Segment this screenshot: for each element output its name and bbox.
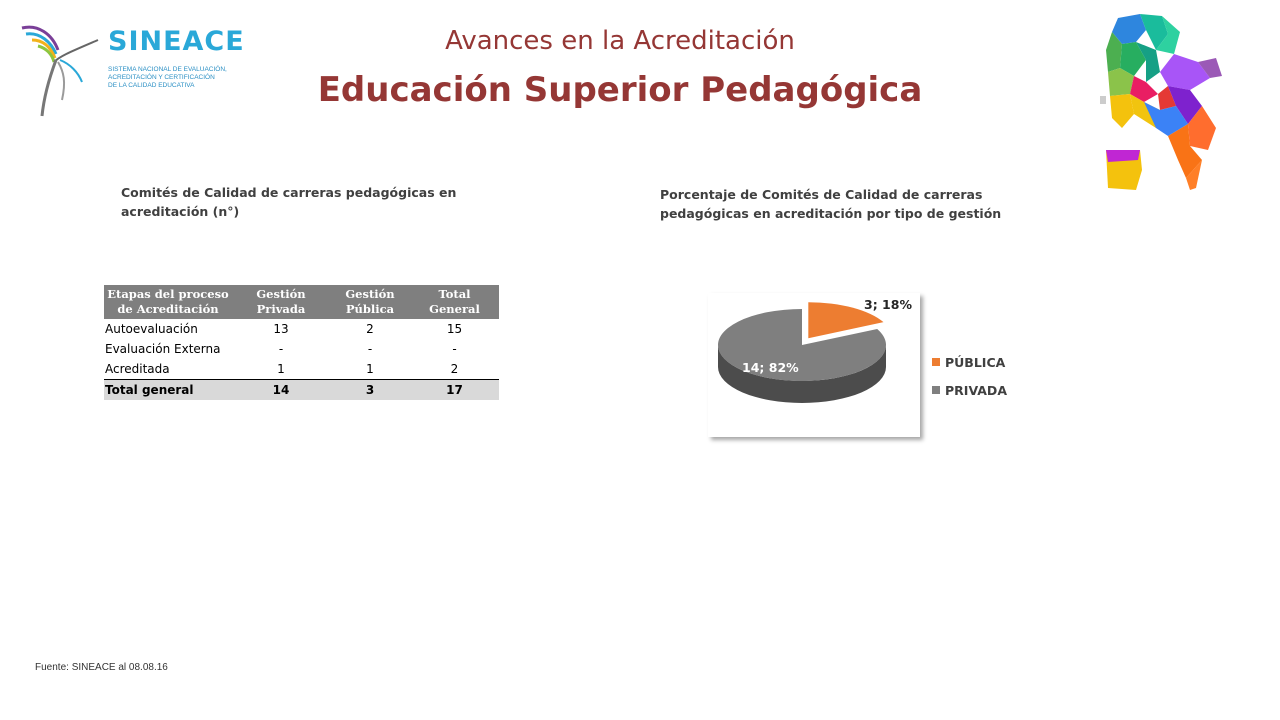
column-header: Gestión Privada xyxy=(232,285,330,319)
table-cell: 2 xyxy=(366,322,374,336)
page-title: Avances en la Acreditación xyxy=(445,26,795,56)
pie-chart-area xyxy=(708,293,920,437)
legend-item xyxy=(932,376,1007,404)
table-cell: Acreditada xyxy=(105,362,170,376)
table-row xyxy=(104,339,499,359)
table-header-row xyxy=(104,285,499,319)
table-cell: 13 xyxy=(273,322,289,336)
table-cell: - xyxy=(278,342,284,356)
table-cell: - xyxy=(452,342,457,356)
table-cell: Autoevaluación xyxy=(105,322,198,336)
column-header: Total General xyxy=(410,285,499,319)
legend-swatch xyxy=(932,386,940,394)
chart-heading: Porcentaje de Comités de Calidad de carreras pedagógicas en acreditación por tipo de gestión xyxy=(660,187,1002,221)
legend-label: PRIVADA xyxy=(945,382,1007,398)
pie-data-label: 3; 18% xyxy=(864,297,912,312)
page-subtitle: Educación Superior Pedagógica xyxy=(317,70,923,110)
logo-subtitle-line: ACREDITACIÓN Y CERTIFICACIÓN xyxy=(108,74,215,81)
legend-item xyxy=(932,348,1007,376)
source-note: Fuente: SINEACE al 08.08.16 xyxy=(35,662,168,673)
column-header: Gestión Pública xyxy=(330,285,410,319)
table-cell: 17 xyxy=(410,380,499,401)
pie-data-label: 14; 82% xyxy=(742,360,799,375)
chart-legend xyxy=(932,348,1007,404)
table-row xyxy=(104,359,499,380)
legend-label: PÚBLICA xyxy=(945,354,1006,370)
logo-subtitle-line: DE LA CALIDAD EDUCATIVA xyxy=(108,82,195,89)
table-total-row xyxy=(104,380,499,401)
column-header: Etapas del proceso de Acreditación xyxy=(104,285,232,319)
accreditation-table xyxy=(104,285,499,400)
legend-swatch xyxy=(932,358,940,366)
table-cell: 14 xyxy=(232,380,330,401)
table-cell: 15 xyxy=(446,322,463,336)
table-cell: Total general xyxy=(104,380,232,401)
peru-region-map-icon xyxy=(1098,10,1228,195)
table-cell: 3 xyxy=(330,380,410,401)
table-row xyxy=(104,319,499,339)
hummingbird-logo-icon xyxy=(18,16,108,121)
logo-subtitle-line: SISTEMA NACIONAL DE EVALUACIÓN, xyxy=(108,66,227,73)
table-cell: - xyxy=(367,342,373,356)
table-cell: 1 xyxy=(277,362,285,376)
logo-name: SINEACE xyxy=(108,26,245,57)
logo-subtitle xyxy=(108,66,248,90)
table-cell: Evaluación Externa xyxy=(105,342,221,356)
table-cell: 1 xyxy=(366,362,374,376)
table-heading: Comités de Calidad de carreras pedagógicas en acreditación (n°) xyxy=(121,185,457,219)
table-cell: 2 xyxy=(450,362,459,376)
pie-chart xyxy=(708,293,920,437)
sineace-logo xyxy=(18,16,248,121)
